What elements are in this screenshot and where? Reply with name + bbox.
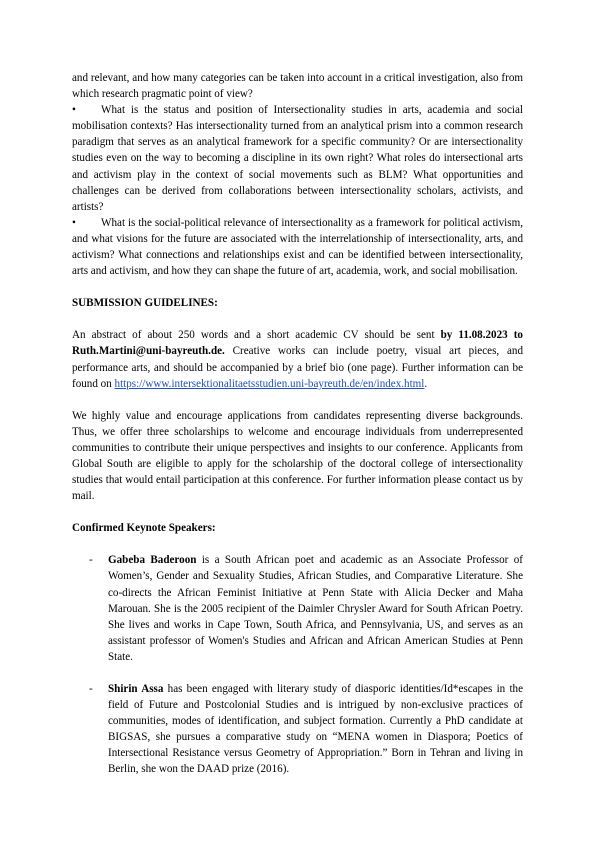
spacer [72,311,523,327]
bullet-item-status [72,102,523,215]
speaker-item [72,552,523,665]
intro-paragraph-tail: and relevant, and how many categories can be taken into account in a critical investigation, also from which research pragmatic point of view? [72,72,523,101]
speaker-bio [108,681,523,778]
bullet-item-relevance [72,215,523,279]
info-link[interactable]: https://www.intersektionalitaetsstudien.uni-bayreuth.de/en/index.html [114,377,425,390]
speaker-name: Gabeba Baderoon [108,554,197,567]
spacer [72,279,523,295]
speaker-list [72,552,523,777]
bullet-symbol: • [72,104,76,117]
keynote-heading: Confirmed Keynote Speakers: [72,522,216,535]
submission-paragraph [72,327,523,391]
speaker-item [72,681,523,778]
scholarship-paragraph: We highly value and encourage applications from candidates representing diverse backgrounds. Thus, we offer three scholarships to welcome and encourage individuals from underrepresented communities to contribute their unique perspectives and insights to our conference. Applicants from Global South are eligible to apply for the scholarship of the doctoral college of intersectionality studies that would entail participation at this conference. For further information please contact us by mail. [72,409,523,503]
submission-deadline-email[interactable]: by 11.08.2023 to Ruth.Martini@uni-bayreuth.de. [72,329,523,358]
speaker-name: Shirin Assa [108,683,164,695]
spacer [72,536,523,552]
submission-text-end: . [424,377,428,390]
dash-bullet: - [89,683,93,695]
submission-text-start: An abstract of about 250 words and a short academic CV should be sent [72,329,441,342]
submission-heading: SUBMISSION GUIDELINES: [72,297,218,310]
bullet-text: What is the social-political relevance of intersectionality as a framework for political activism, and what visions for the future are associated with the interrelationship of intersectionality, arts, and activism? What connections and relationships exist and can be identified between intersectionality, arts and activism, and how they can shape the future of art, academia, work, and social mobilisation. [72,216,523,278]
spacer [72,392,523,408]
bullet-symbol: • [72,216,76,229]
speaker-bio-text: has been engaged with literary study of diasporic identities/Id*escapes in the field of Future and Postcolonial Studies and is intrigued by non-exclusive practices of communities, modes of identification, and subject formation. Currently a PhD candidate at BIGSAS, she pursues a comparative study on “MENA women in Diaspora; Poetics of Intersectional Resistance versus Geometry of Appropriation.” Born in Tehran and living in Berlin, she won the DAAD prize (2016). [108,683,524,776]
speaker-bio [108,552,523,665]
dash-bullet: - [89,554,93,567]
document-page [72,70,523,778]
spacer [72,504,523,520]
bullet-text: What is the status and position of Intersectionality studies in arts, academia and social mobilisation contexts? Has intersectionality turned from an analytical prism into a common research paradigm that serves as an analytical framework for a specific community? Or are intersectionality studies even on the way to becoming a discipline in its own right? What roles do intersectional arts and activism play in the context of social movements such as BLM? What opportunities and challenges can be derived from collaborations between intersectionality scholars, activists, and artists? [72,104,523,213]
submission-text-rest: Creative works can include poetry, visual art pieces, and performance arts, and should be accompanied by a brief bio (one page). Further information can be found on [72,345,523,390]
spacer [72,665,523,681]
speaker-bio-text: is a South African poet and academic as an Associate Professor of Women’s, Gender and Sexuality Studies, African Studies, and Comparative Literature. She co-directs the African Feminist Initiative at Penn State with Alicia Decker and Maha Marouan. She is the 2005 recipient of the Daimler Chrysler Award for South African Poetry. She lives and works in Cape Town, South Africa, and Pennsylvania, US, and serves as an assistant professor of Women's Studies and African and African American Studies at Penn State. [108,554,523,663]
